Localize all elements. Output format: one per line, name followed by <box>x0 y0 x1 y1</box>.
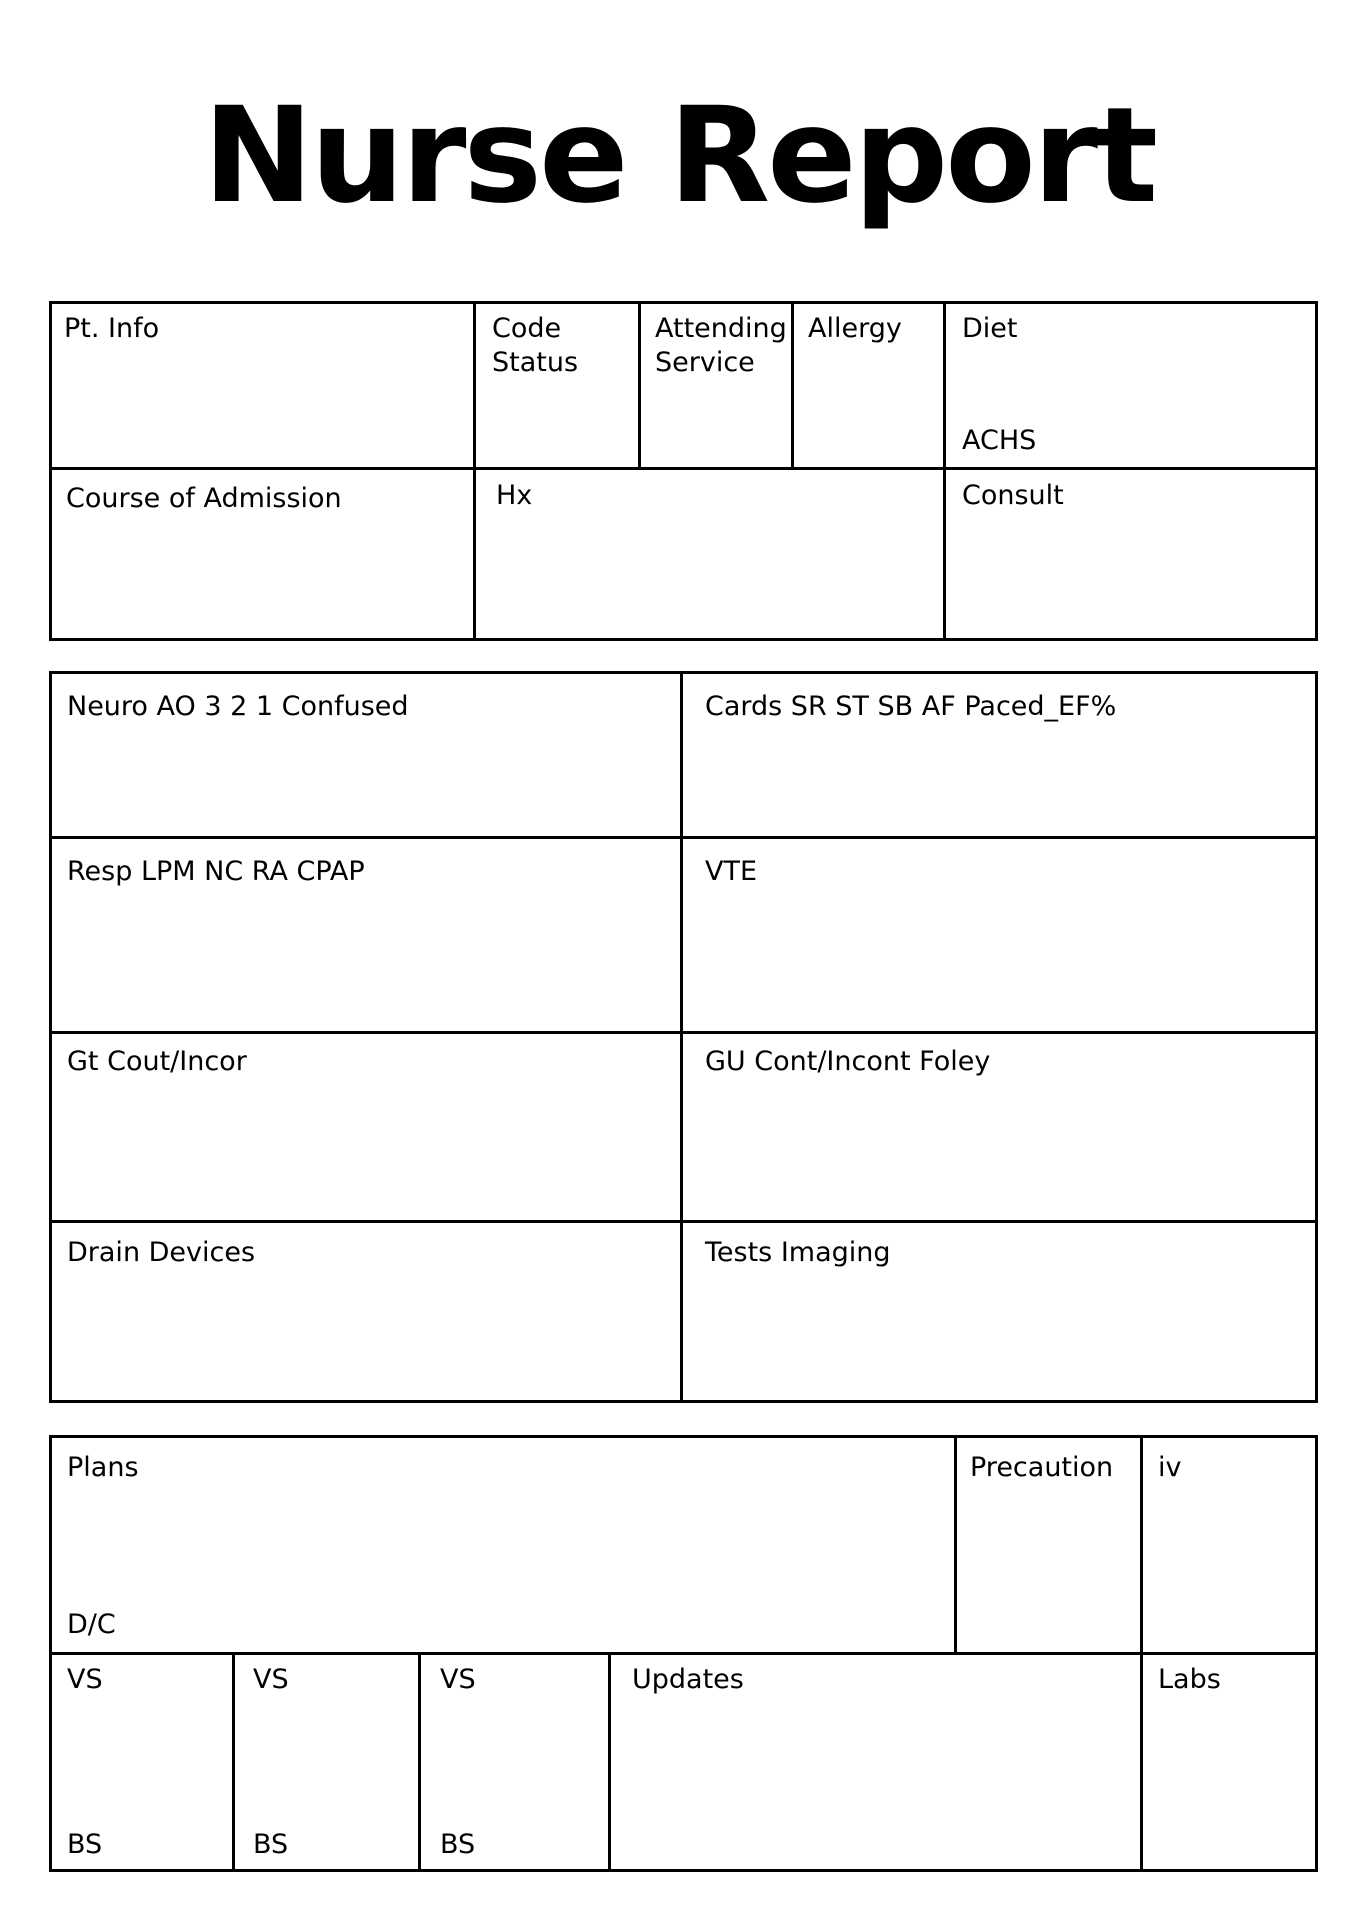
precaution-label: Precaution <box>970 1452 1114 1483</box>
divider <box>954 1435 957 1654</box>
divider <box>49 1652 1318 1655</box>
gt-label: Gt Cout/Incor <box>67 1046 247 1077</box>
divider <box>680 671 683 1403</box>
consult-label: Consult <box>962 480 1064 511</box>
divider <box>1140 1435 1143 1872</box>
code-status-label <box>492 312 578 380</box>
bs-label-1: BS <box>67 1829 103 1860</box>
pt-info-label: Pt. Info <box>64 313 160 344</box>
vs-label-3: VS <box>440 1664 476 1695</box>
vte-label: VTE <box>705 856 758 887</box>
divider <box>638 301 641 469</box>
drain-devices-label: Drain Devices <box>67 1237 256 1268</box>
resp-label: Resp LPM NC RA CPAP <box>67 856 365 887</box>
vs-label-2: VS <box>253 1664 289 1695</box>
vs-label-1: VS <box>67 1664 103 1695</box>
updates-label: Updates <box>632 1664 744 1695</box>
attending-line1: Attending <box>655 313 787 344</box>
iv-label: iv <box>1158 1452 1182 1483</box>
divider <box>608 1652 611 1872</box>
hx-label: Hx <box>496 480 533 511</box>
neuro-label: Neuro AO 3 2 1 Confused <box>67 691 409 722</box>
labs-label: Labs <box>1158 1664 1221 1695</box>
achs-label: ACHS <box>962 425 1037 456</box>
divider <box>49 836 1318 839</box>
divider <box>49 467 1318 470</box>
plans-label: Plans <box>67 1452 139 1483</box>
systems-assessment-table <box>49 671 1318 1403</box>
attending-line2: Service <box>655 347 755 378</box>
bs-label-2: BS <box>253 1829 289 1860</box>
divider <box>49 1031 1318 1034</box>
course-of-admission-label: Course of Admission <box>66 483 342 514</box>
divider <box>943 301 946 641</box>
cards-label: Cards SR ST SB AF Paced_EF% <box>705 691 1117 722</box>
divider <box>473 301 476 641</box>
divider <box>791 301 794 469</box>
divider <box>418 1652 421 1872</box>
code-status-line2: Status <box>492 347 579 378</box>
divider <box>232 1652 235 1872</box>
gu-label: GU Cont/Incont Foley <box>705 1046 991 1077</box>
attending-service-label <box>655 312 787 380</box>
bs-label-3: BS <box>440 1829 476 1860</box>
diet-label: Diet <box>962 313 1018 344</box>
allergy-label: Allergy <box>808 313 902 344</box>
dc-label: D/C <box>67 1609 116 1640</box>
divider <box>49 1220 1318 1223</box>
page-title: Nurse Report <box>202 79 1156 233</box>
tests-imaging-label: Tests Imaging <box>705 1237 891 1268</box>
code-status-line1: Code <box>492 313 562 344</box>
